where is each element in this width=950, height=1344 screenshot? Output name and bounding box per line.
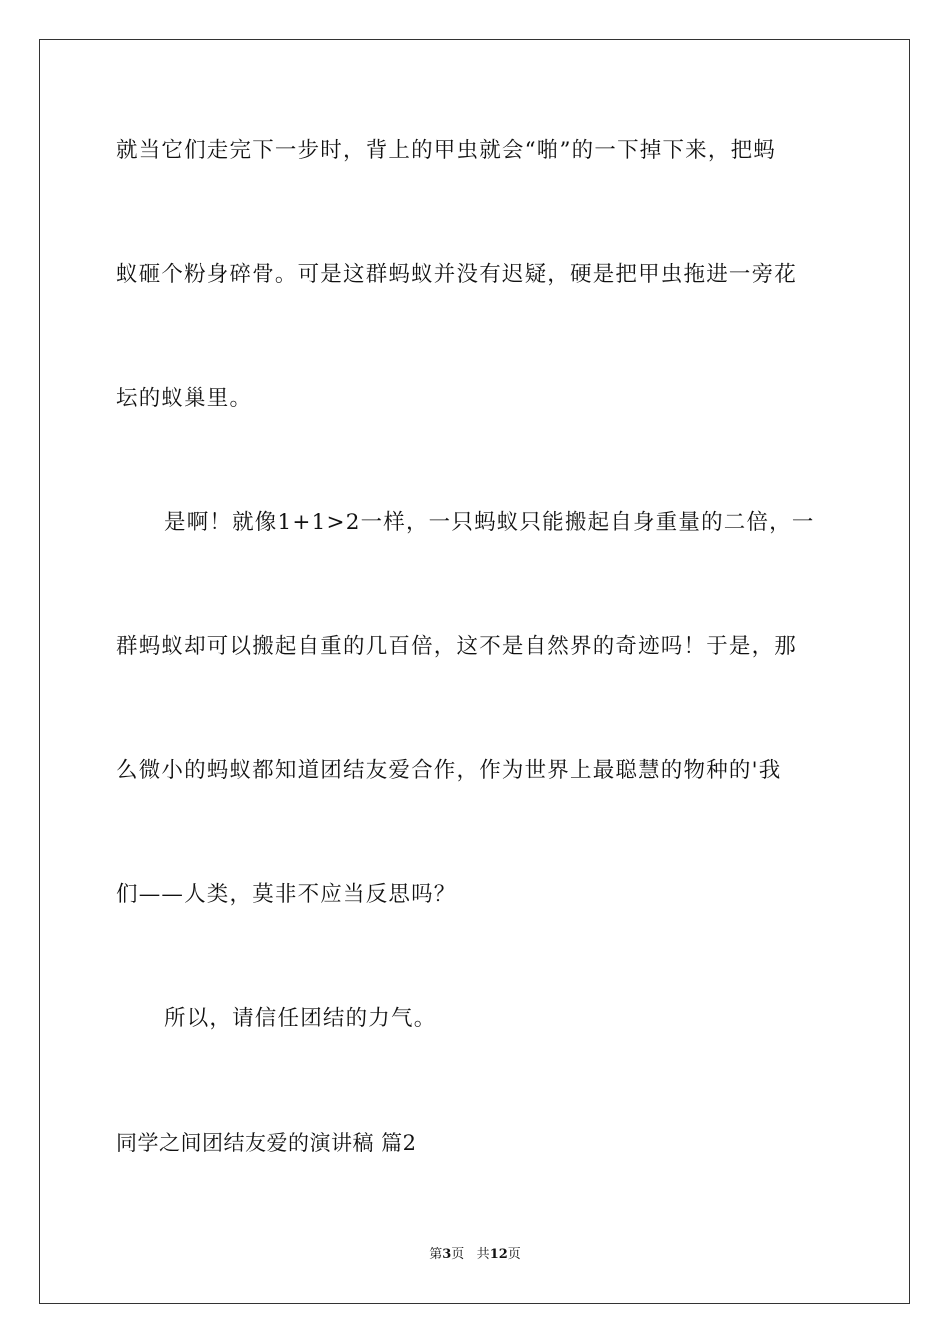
page-border — [39, 39, 910, 1304]
page-number: 3 — [442, 1247, 452, 1262]
total-prefix: 共 — [476, 1247, 490, 1262]
section-heading: 同学之间团结友爱的演讲稿 篇2 — [116, 1131, 417, 1155]
page-prefix: 第 — [429, 1247, 443, 1262]
paragraph-line: 就当它们走完下一步时，背上的甲虫就会“啪”的一下掉下来，把蚂 — [116, 138, 776, 163]
page-suffix: 页 — [451, 1247, 465, 1262]
page-footer — [0, 1247, 950, 1263]
paragraph-line: 所以，请信任团结的力气。 — [164, 1006, 437, 1031]
total-pages: 12 — [489, 1247, 508, 1262]
total-suffix: 页 — [507, 1247, 521, 1262]
paragraph-line: 是啊！就像1+1>2一样，一只蚂蚁只能搬起自身重量的二倍，一 — [164, 510, 815, 535]
paragraph-line: 群蚂蚁却可以搬起自重的几百倍，这不是自然界的奇迹吗！于是，那 — [116, 634, 798, 659]
paragraph-line: 们——人类，莫非不应当反思吗？ — [116, 882, 457, 907]
paragraph-line: 么微小的蚂蚁都知道团结友爱合作，作为世界上最聪慧的物种的'我 — [116, 758, 782, 783]
paragraph-line: 坛的蚁巢里。 — [116, 386, 253, 411]
paragraph-line: 蚁砸个粉身碎骨。可是这群蚂蚁并没有迟疑，硬是把甲虫拖进一旁花 — [116, 262, 798, 287]
